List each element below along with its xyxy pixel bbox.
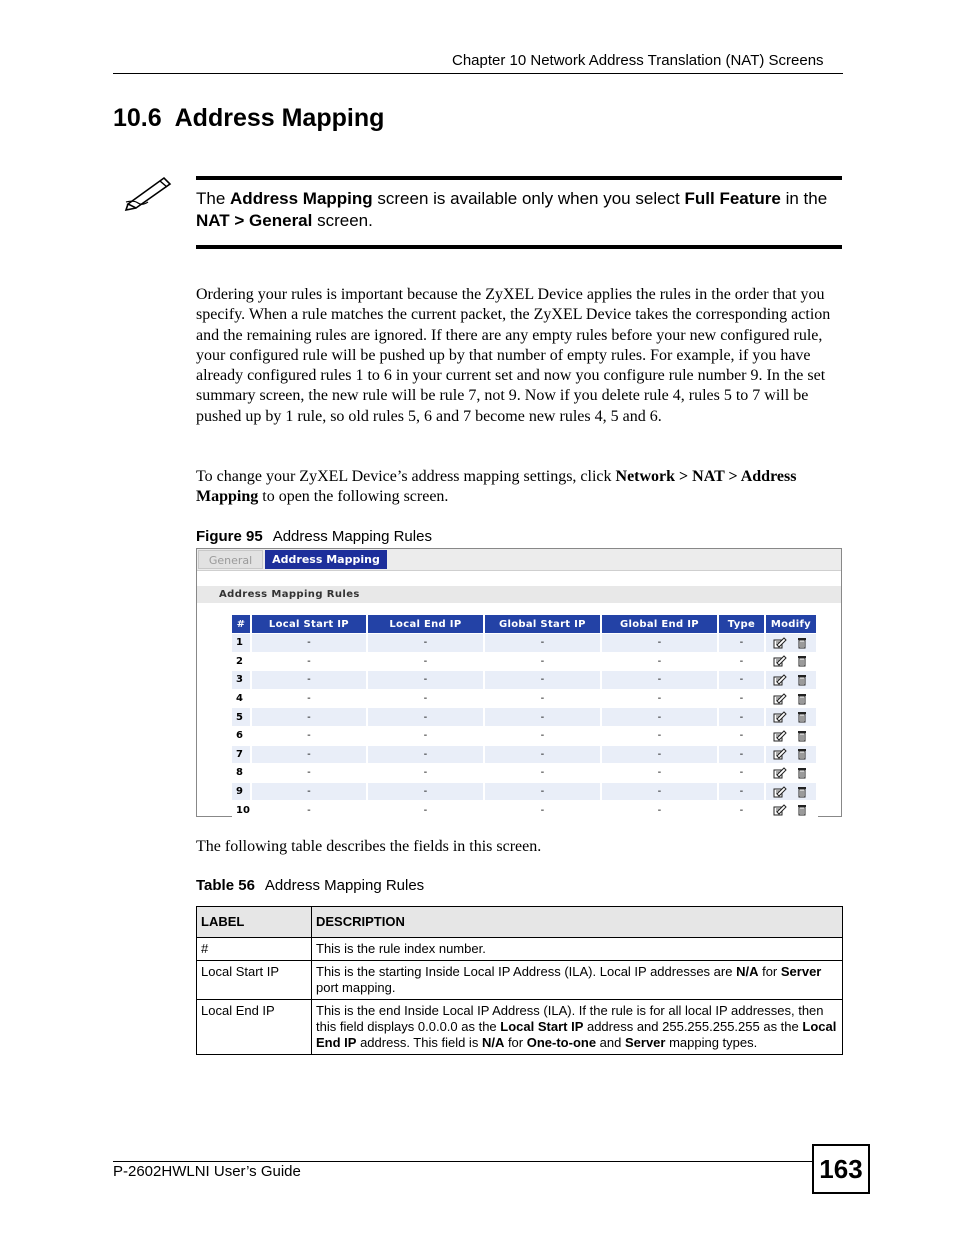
cell-index: 10: [232, 800, 252, 819]
description-segment: for: [504, 1035, 527, 1050]
cell-type: -: [719, 800, 766, 819]
cell-local-start-ip: -: [252, 670, 368, 689]
field-label: Local End IP: [197, 1000, 312, 1055]
cell-index: 8: [232, 763, 252, 782]
delete-icon[interactable]: [795, 804, 809, 816]
table-row: [232, 670, 818, 689]
table-row: [232, 633, 818, 652]
delete-icon[interactable]: [795, 711, 809, 723]
section-title: 10.6 Address Mapping: [113, 104, 385, 132]
cell-global-start-ip: -: [485, 745, 602, 764]
field-description: [312, 961, 843, 1000]
delete-icon[interactable]: [795, 637, 809, 649]
table-row: [232, 652, 818, 671]
cell-global-start-ip: -: [485, 707, 602, 726]
table-caption: Table 56 Address Mapping Rules: [196, 877, 425, 894]
rules-section-title: Address Mapping Rules: [219, 589, 360, 600]
cell-local-start-ip: -: [252, 633, 368, 652]
cell-global-start-ip: -: [485, 652, 602, 671]
instruction-paragraph: To change your ZyXEL Device’s address mapping settings, click Network > NAT > Address Mapping to open the following screen.: [196, 468, 797, 506]
note-text: The Address Mapping screen is available only when you select Full Feature in the NAT > General screen.: [196, 189, 828, 230]
cell-type: -: [719, 707, 766, 726]
rules-table: [232, 615, 818, 819]
edit-icon[interactable]: [773, 711, 787, 723]
edit-icon[interactable]: [773, 637, 787, 649]
cell-global-start-ip: -: [485, 763, 602, 782]
col-modify: Modify: [766, 615, 818, 633]
description-segment: Local End IP: [316, 1019, 837, 1050]
cell-type: -: [719, 652, 766, 671]
field-description: [312, 1000, 843, 1055]
tab-address-mapping[interactable]: Address Mapping: [265, 550, 387, 569]
description-segment: N/A: [481, 1035, 505, 1050]
cell-modify: [766, 652, 818, 671]
cell-global-end-ip: -: [602, 782, 719, 801]
cell-global-start-ip: -: [485, 800, 602, 819]
cell-global-end-ip: -: [602, 800, 719, 819]
edit-icon[interactable]: [773, 655, 787, 667]
delete-icon[interactable]: [795, 767, 809, 779]
cell-index: 6: [232, 726, 252, 745]
cell-local-start-ip: -: [252, 763, 368, 782]
cell-index: 1: [232, 633, 252, 652]
cell-local-start-ip: -: [252, 689, 368, 708]
cell-modify: [766, 707, 818, 726]
edit-icon[interactable]: [773, 730, 787, 742]
cell-index: 3: [232, 670, 252, 689]
cell-local-start-ip: -: [252, 707, 368, 726]
cell-local-start-ip: -: [252, 652, 368, 671]
figure-caption: Figure 95 Address Mapping Rules: [196, 528, 432, 545]
cell-index: 4: [232, 689, 252, 708]
cell-local-end-ip: -: [368, 633, 485, 652]
table-intro-paragraph: The following table describes the fields in this screen.: [196, 838, 542, 855]
cell-local-start-ip: -: [252, 745, 368, 764]
intro-paragraph: Ordering your rules is important because the ZyXEL Device applies the rules in the order that you specify. When a rule matches the current packet, the ZyXEL Device takes the corresponding action and the remaining rules are ignored. If there are any empty rules before your new configured rule, your configured rule will be pushed up by that number of empty rules. For example, if you have already configured rules 1 to 6 in your current set and now you configure rule number 9. In the set summary screen, the new rule will be rule 7, not 9. Now if you delete rule 4, rules 5 to 7 will be pushed up by 1 rule, so old rules 5, 6 and 7 become new rules 4, 5 and 6.: [196, 286, 831, 425]
cell-local-end-ip: -: [368, 782, 485, 801]
header-divider: [113, 73, 843, 74]
cell-local-start-ip: -: [252, 726, 368, 745]
cell-modify: [766, 633, 818, 652]
description-segment: This is the starting Inside Local IP Address (ILA). Local IP addresses are: [316, 964, 737, 979]
guide-title: P-2602HWLNI User’s Guide: [113, 1163, 301, 1180]
note-top-bar: [196, 176, 842, 180]
description-segment: Local Start IP: [500, 1019, 584, 1034]
col-index: #: [232, 615, 252, 633]
table-row: [232, 726, 818, 745]
cell-global-end-ip: -: [602, 652, 719, 671]
col-local-start-ip: Local Start IP: [252, 615, 368, 633]
cell-modify: [766, 670, 818, 689]
cell-modify: [766, 800, 818, 819]
cell-global-start-ip: -: [485, 633, 602, 652]
edit-icon[interactable]: [773, 693, 787, 705]
cell-global-end-ip: -: [602, 633, 719, 652]
delete-icon[interactable]: [795, 786, 809, 798]
description-segment: mapping types.: [665, 1035, 758, 1050]
footer-divider: [113, 1161, 813, 1162]
field-label: Local Start IP: [197, 961, 312, 1000]
col-global-start-ip: Global Start IP: [485, 615, 602, 633]
description-segment: for: [758, 964, 781, 979]
cell-local-start-ip: -: [252, 782, 368, 801]
delete-icon[interactable]: [795, 748, 809, 760]
cell-type: -: [719, 763, 766, 782]
col-local-end-ip: Local End IP: [368, 615, 485, 633]
table-row: [197, 938, 843, 961]
cell-type: -: [719, 745, 766, 764]
address-mapping-screenshot: [196, 548, 842, 817]
cell-local-end-ip: -: [368, 745, 485, 764]
section-header-bar: [197, 586, 841, 603]
field-description-table: [196, 906, 843, 1055]
label-header: LABEL: [197, 907, 312, 938]
description-segment: Server: [624, 1035, 666, 1050]
cell-local-start-ip: -: [252, 800, 368, 819]
delete-icon[interactable]: [795, 693, 809, 705]
cell-type: -: [719, 782, 766, 801]
cell-modify: [766, 689, 818, 708]
cell-global-start-ip: -: [485, 726, 602, 745]
description-segment: address. This field is: [356, 1035, 482, 1050]
cell-global-end-ip: -: [602, 707, 719, 726]
cell-index: 2: [232, 652, 252, 671]
cell-index: 7: [232, 745, 252, 764]
tab-bar: [197, 549, 841, 571]
description-segment: address and 255.255.255.255 as the: [583, 1019, 803, 1034]
cell-local-end-ip: -: [368, 670, 485, 689]
edit-icon[interactable]: [773, 674, 787, 686]
description-segment: One-to-one: [526, 1035, 597, 1050]
cell-local-end-ip: -: [368, 652, 485, 671]
cell-local-end-ip: -: [368, 763, 485, 782]
table-row: [232, 782, 818, 801]
chapter-header: Chapter 10 Network Address Translation (NAT) Screens: [452, 52, 824, 69]
table-row: [197, 1000, 843, 1055]
cell-modify: [766, 745, 818, 764]
edit-icon[interactable]: [773, 767, 787, 779]
cell-type: -: [719, 670, 766, 689]
cell-global-end-ip: -: [602, 726, 719, 745]
cell-modify: [766, 726, 818, 745]
description-segment: Server: [780, 964, 822, 979]
edit-icon[interactable]: [773, 804, 787, 816]
table-row: [232, 800, 818, 819]
tab-general[interactable]: General: [198, 550, 263, 569]
cell-global-start-ip: -: [485, 670, 602, 689]
delete-icon[interactable]: [795, 730, 809, 742]
cell-type: -: [719, 633, 766, 652]
field-description: [312, 938, 843, 961]
cell-modify: [766, 782, 818, 801]
cell-local-end-ip: -: [368, 707, 485, 726]
cell-global-end-ip: -: [602, 745, 719, 764]
description-segment: This is the end Inside Local IP Address (ILA). If the rule is for all local IP addresses, then this field displays 0.0.0.0 as the: [316, 1003, 824, 1034]
cell-global-end-ip: -: [602, 763, 719, 782]
cell-type: -: [719, 689, 766, 708]
description-segment: This is the rule index number.: [316, 941, 486, 956]
description-segment: N/A: [736, 964, 759, 979]
cell-global-end-ip: -: [602, 670, 719, 689]
cell-global-start-ip: -: [485, 689, 602, 708]
cell-index: 5: [232, 707, 252, 726]
description-segment: port mapping.: [316, 980, 396, 995]
table-row: [232, 707, 818, 726]
cell-type: -: [719, 726, 766, 745]
description-segment: and: [596, 1035, 625, 1050]
table-row: [232, 745, 818, 764]
cell-local-end-ip: -: [368, 800, 485, 819]
delete-icon[interactable]: [795, 655, 809, 667]
description-header: DESCRIPTION: [312, 907, 843, 938]
edit-icon[interactable]: [773, 748, 787, 760]
cell-local-end-ip: -: [368, 726, 485, 745]
page-number: 163: [812, 1144, 870, 1194]
table-row: [232, 763, 818, 782]
cell-local-end-ip: -: [368, 689, 485, 708]
cell-modify: [766, 763, 818, 782]
table-row: [197, 961, 843, 1000]
col-type: Type: [719, 615, 766, 633]
note-pen-icon: [124, 172, 174, 212]
note-bottom-bar: [196, 245, 842, 249]
field-label: #: [197, 938, 312, 961]
delete-icon[interactable]: [795, 674, 809, 686]
edit-icon[interactable]: [773, 786, 787, 798]
table-row: [232, 689, 818, 708]
col-global-end-ip: Global End IP: [602, 615, 719, 633]
cell-global-start-ip: -: [485, 782, 602, 801]
cell-global-end-ip: -: [602, 689, 719, 708]
cell-index: 9: [232, 782, 252, 801]
